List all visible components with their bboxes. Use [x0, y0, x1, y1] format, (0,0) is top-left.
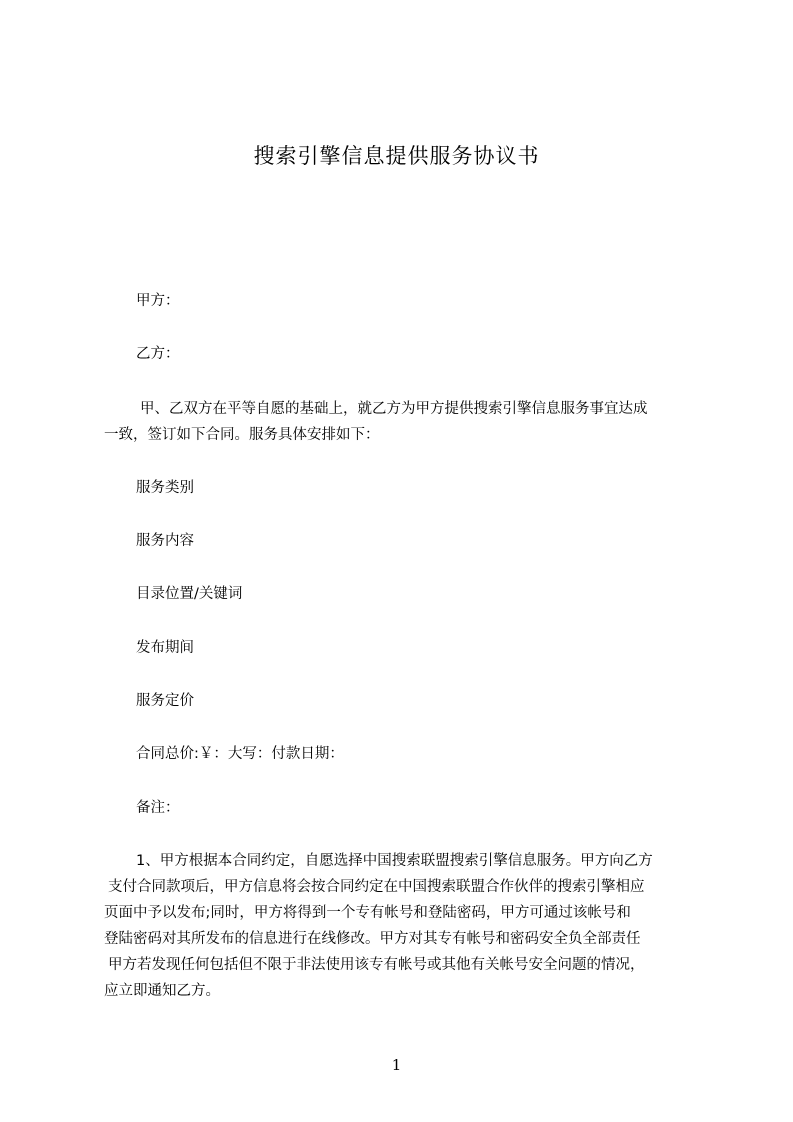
party-b-label: 乙方：: [136, 346, 180, 362]
intro-paragraph: [104, 396, 648, 448]
directory-keywords-label: 目录位置/关键词: [136, 586, 243, 602]
party-a-label: 甲方：: [136, 293, 180, 309]
intro-line-2: 一致，签订如下合同。服务具体安排如下：: [104, 427, 380, 443]
service-pricing-label: 服务定价: [136, 693, 194, 709]
contract-total-line: 合同总价:￥：大写：付款日期：: [136, 746, 344, 762]
clause-1-line-4: 登陆密码对其所发布的信息进行在线修改。甲方对其专有帐号和密码安全负全部责任: [104, 931, 641, 947]
clause-1-line-6: 应立即通知乙方。: [104, 983, 220, 999]
service-category-label: 服务类别: [136, 480, 194, 496]
clause-1-line-1: 1、甲方根据本合同约定，自愿选择中国搜索联盟搜索引擎信息服务。甲方向乙方: [136, 853, 653, 869]
clause-1-line-5: 甲方若发现任何包括但不限于非法使用该专有帐号或其他有关帐号安全问题的情况，: [108, 957, 645, 973]
service-content-label: 服务内容: [136, 533, 194, 549]
publish-period-label: 发布期间: [136, 640, 194, 656]
document-title: 搜索引擎信息提供服务协议书: [253, 144, 540, 168]
page-number: 1: [391, 1056, 402, 1074]
clause-1-paragraph: [104, 848, 653, 1004]
clause-1-line-2: 支付合同款项后，甲方信息将会按合同约定在中国搜索联盟合作伙伴的搜索引擎相应: [108, 879, 645, 895]
remarks-label: 备注：: [136, 800, 180, 816]
clause-1-line-3: 页面中予以发布;同时，甲方将得到一个专有帐号和登陆密码，甲方可通过该帐号和: [104, 905, 631, 921]
intro-line-1: 甲、乙双方在平等自愿的基础上，就乙方为甲方提供搜索引擎信息服务事宜达成: [140, 401, 648, 417]
